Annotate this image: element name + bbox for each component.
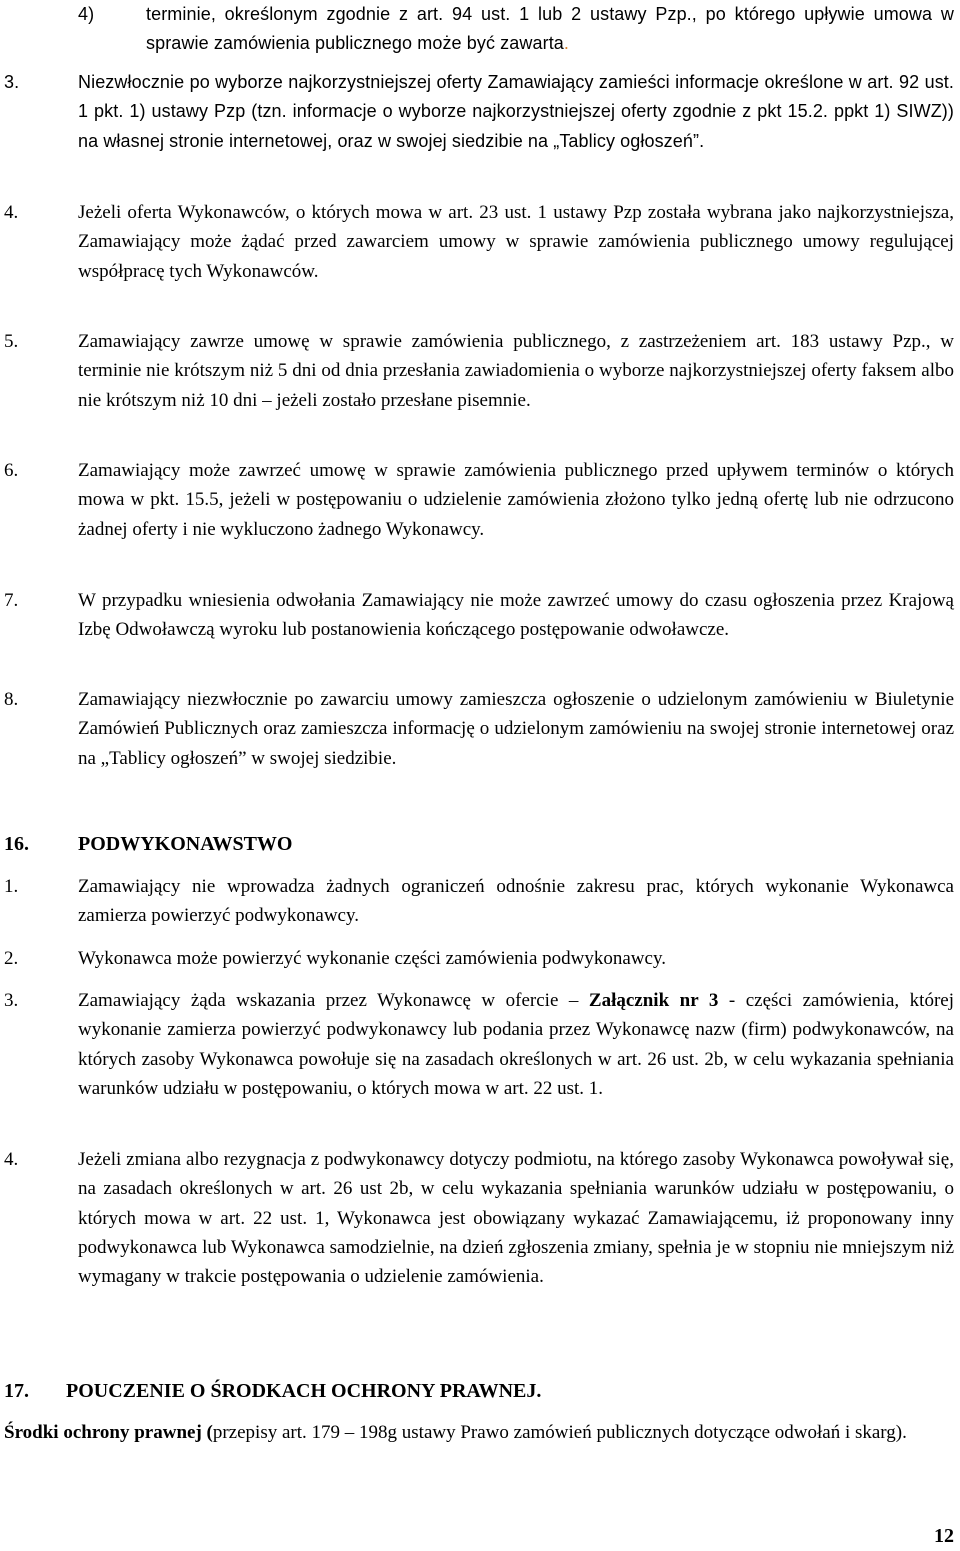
paragraph-7-odwolanie — [0, 586, 956, 645]
paragraph-text: Zamawiający niezwłocznie po zawarciu umowy zamieszcza ogłoszenie o udzielonym zamówieniu w Biuletynie Zamówień Publicznych oraz zamieszcza informację o udzielonym zamówieniu na swojej stronie internetowej oraz na „Tablicy ogłoszeń” w swojej siedzibie. — [78, 689, 954, 769]
paragraph-6-wczesniejsza-umowa — [0, 456, 956, 544]
list-item-4-termin — [0, 0, 956, 59]
paragraph-text: Zamawiający żąda wskazania przez Wykonawcę w ofercie – Załącznik nr 3 - części zamówienia, której wykonanie zamierza powierzyć podwykonawcy lub podania przez Wykonawcę nazw (firm) podwykonawców, na których zasoby Wykonawca powołuje się na zasadach określonych w art. 26 ust. 2b, w celu wykazania spełniania warunków udziału w postępowaniu, o których mowa w art. 22 ust. 1. — [78, 990, 954, 1099]
bold-lead: Środki ochrony prawnej ( — [4, 1422, 213, 1443]
item-text: terminie, określonym zgodnie z art. 94 ust. 1 lub 2 ustawy Pzp., po którego upływie umowa w sprawie zamówienia publicznego może być zawarta. — [146, 4, 954, 54]
page-number: 12 — [934, 1525, 954, 1547]
paragraph-text: Zamawiający może zawrzeć umowę w sprawie zamówienia publicznego przed upływem terminów o których mowa w pkt. 15.5, jeżeli w postępowaniu o udzielenie zamówienia złożono tylko jedną ofertę lub nie odrzucono żadnej oferty i nie wykluczono żadnego Wykonawcy. — [78, 460, 954, 540]
paragraph-number: 2. — [4, 948, 19, 969]
paragraph-number: 1. — [4, 876, 19, 897]
paragraph-number: 5. — [4, 331, 19, 352]
final-paragraph: Środki ochrony prawnej (przepisy art. 179 – 198g ustawy Prawo zamówień publicznych dotyczące odwołań i skarg). — [4, 1422, 907, 1443]
section-title: PODWYKONAWSTWO — [78, 833, 293, 855]
paragraph-4-konsorcjum — [0, 198, 956, 286]
paragraph-number: 8. — [4, 689, 19, 710]
paragraph-text: W przypadku wniesienia odwołania Zamawiający nie może zawrzeć umowy do czasu ogłoszenia przez Krajową Izbę Odwoławczą wyroku lub postanowienia kończącego postępowanie odwoławcze. — [78, 590, 954, 641]
paragraph-text: Wykonawca może powierzyć wykonanie części zamówienia podwykonawcy. — [78, 948, 666, 969]
paragraph-16-3 — [0, 986, 956, 1103]
paragraph-3-informacje — [0, 68, 956, 156]
section-title: POUCZENIE O ŚRODKACH OCHRONY PRAWNEJ. — [66, 1380, 542, 1402]
paragraph-number: 7. — [4, 590, 19, 611]
paragraph-number: 3. — [4, 990, 19, 1011]
paragraph-text: Zamawiający zawrze umowę w sprawie zamówienia publicznego, z zastrzeżeniem art. 183 ustawy Pzp., w terminie nie krótszym niż 5 dni od dnia przesłania zawiadomienia o wyborze najkorzystniejszej oferty faksem albo nie krótszym niż 10 dni – jeżeli zostało przesłane pisemnie. — [78, 331, 954, 411]
paragraph-5-termin-umowy — [0, 327, 956, 415]
section-number: 17. — [4, 1380, 29, 1402]
attachment-reference: Załącznik nr 3 — [588, 990, 719, 1011]
paragraph-text: Jeżeli oferta Wykonawców, o których mowa w art. 23 ust. 1 ustawy Pzp została wybrana jako najkorzystniejsza, Zamawiający może żądać przed zawarciem umowy w sprawie zamówienia publicznego umowy regulującej współpracę tych Wykonawców. — [78, 202, 954, 282]
paragraph-number: 6. — [4, 460, 19, 481]
paragraph-16-2 — [0, 944, 956, 973]
paragraph-text: Jeżeli zmiana albo rezygnacja z podwykonawcy dotyczy podmiotu, na którego zasoby Wykonawca powoływał się, na zasadach określonych w art. 26 ust 2b, w celu wykazania spełniania warunków udziału w postępowaniu, o których mowa w art. 22 ust. 1, Wykonawca jest obowiązany wykazać Zamawiającemu, iż proponowany inny podwykonawca lub Wykonawca samodzielnie, na dzień zgłoszenia zmiany, spełnia je w stopniu nie mniejszym niż wymagany w trakcie postępowania o udzielenie zamówienia. — [78, 1149, 954, 1288]
paragraph-text: Niezwłocznie po wyborze najkorzystniejszej oferty Zamawiający zamieści informacje określone w art. 92 ust. 1 pkt. 1) ustawy Pzp (tzn. informacje o wyborze najkorzystniejszej oferty zgodnie z pkt 15.2. ppkt 1) SIWZ)) na własnej stronie internetowej, oraz w swojej siedzibie na „Tablicy ogłoszeń”. — [78, 72, 954, 151]
paragraph-number: 4. — [4, 1149, 19, 1170]
paragraph-text: Zamawiający nie wprowadza żadnych ograniczeń odnośnie zakresu prac, których wykonanie Wykonawca zamierza powierzyć podwykonawcy. — [78, 876, 954, 927]
paragraph-number: 3. — [4, 72, 20, 92]
paragraph-number: 4. — [4, 202, 19, 223]
paragraph-16-4 — [0, 1145, 956, 1291]
paragraph-16-1 — [0, 872, 956, 931]
item-number: 4) — [78, 4, 95, 24]
section-number: 16. — [4, 833, 29, 855]
paragraph-8-ogloszenie — [0, 685, 956, 773]
